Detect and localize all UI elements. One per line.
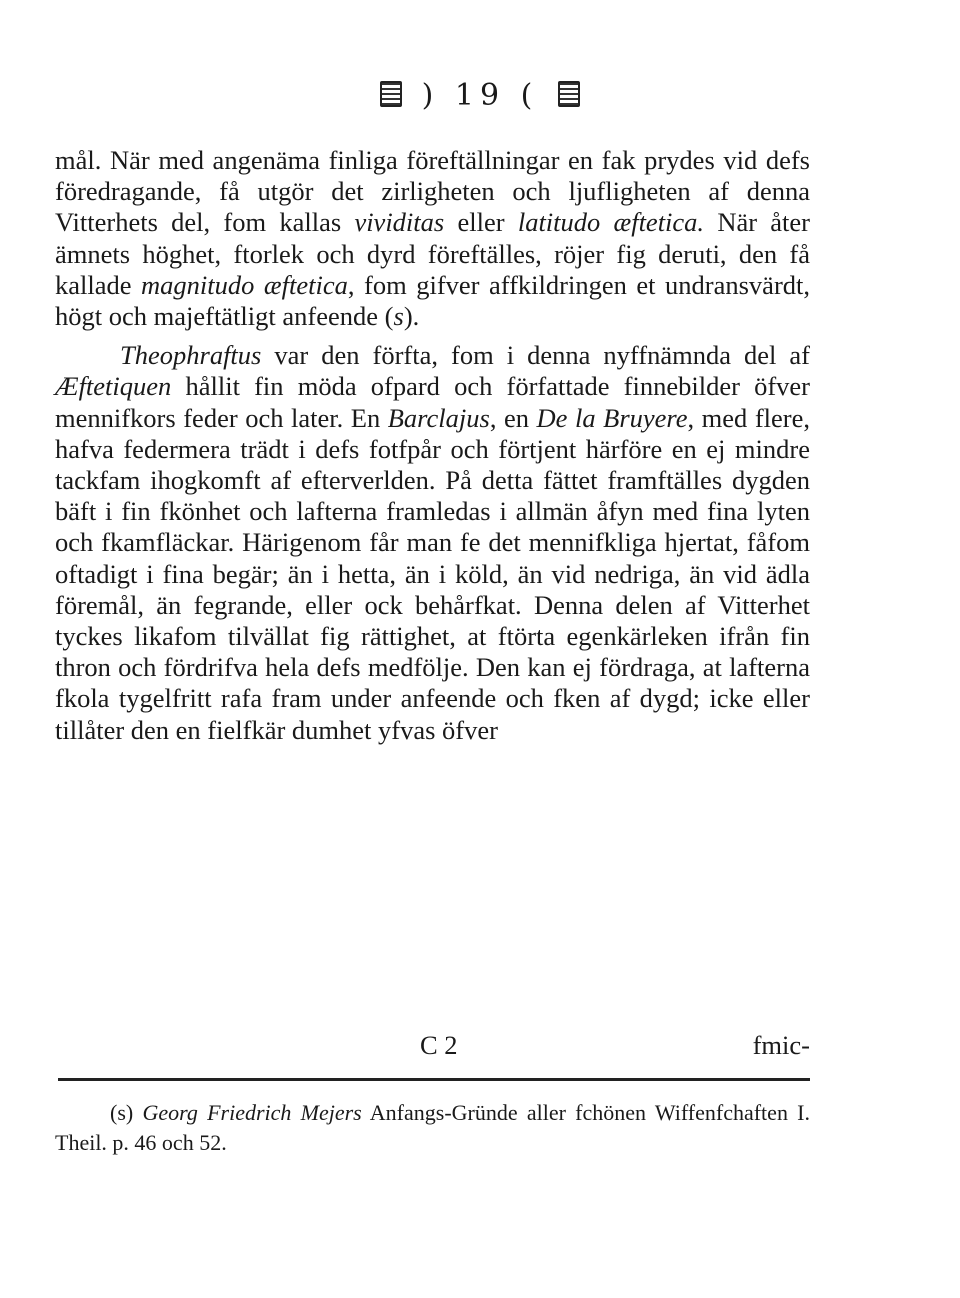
signature-mark: C 2 [420, 1030, 458, 1060]
p1-italic-magnitudo: magnitudo æftetica [141, 269, 348, 300]
footnote [55, 1098, 810, 1158]
p2-italic-bruyere: De la Bruyere [536, 402, 688, 433]
p1-footnote-ref: s [393, 301, 404, 332]
running-header [0, 78, 960, 113]
footnote-rule [58, 1078, 810, 1081]
header-left-bracket: ) [421, 78, 440, 113]
paragraph-2 [55, 340, 810, 746]
p1-text-g: , fom gifver affkildringen et undransvärdt, högt och majeftätligt anfeende ( [55, 269, 811, 332]
p2-italic-barclajus: Barclajus [387, 402, 490, 433]
p1-text-a: mål. När med angenäma finliga föreftällningar en fak prydes vid defs föredragande, få utgör det zirligheten och ljufligheten af denna Vitterhets del, fom kallas [55, 145, 810, 238]
p1-text-i: ). [403, 301, 420, 332]
ornament-right-icon [558, 81, 580, 107]
p2-text-h: , med flere, hafva federmera trädt i defs fotfpår och förtjent härföre en ej mindre tackfam ihogkomft af efterverlden. På detta fättet framftälles dygden bäft i fin fkönhet och lafterna framledas i allmän åfyn med fina lyten och fkamfläckar. Härigenom får man fe det mennifkliga hjertat, fåfom oftadigt i fina begär; än i hetta, än i köld, än vid nedriga, än vid ädla föremål, än fegrande, eller ock behårfkat. Denna delen af Vitterhet tyckes likafom tilvällat fig rättighet, at ftörta egenkärleken ifrån fin thron och fördrifva hela defs medfölje. Den kan ej fördraga, at lafterna fkola tygelfritt rafa fram under anfeende och fken af dygd; icke eller tillåter den en fielfkär dumhet yfvas öfver [55, 402, 810, 745]
ornament-left-icon [380, 81, 402, 107]
header-right-bracket: ( [520, 78, 539, 113]
footnote-mark: (s) [110, 1100, 134, 1125]
footnote-text: Anfangs-Gründe aller fchönen Wiffenfchaften I. Theil. p. 46 och 52. [55, 1100, 811, 1155]
paragraph-1 [55, 145, 810, 332]
p2-text-d: hållit fin möda ofpard och författade finnebilder öfver mennifkors feder och later. En [55, 371, 810, 433]
catchword: fmic- [752, 1030, 810, 1060]
p2-text-f: , en [489, 402, 537, 433]
p1-italic-vividitas: vividitas [354, 207, 445, 238]
p2-italic-theophrastus: Theophraftus [120, 340, 262, 371]
footnote-author: Georg Friedrich Mejers [142, 1100, 362, 1125]
body-text [55, 145, 810, 746]
page-number: 19 [454, 78, 506, 113]
p2-text-b: var den förfta, fom i denna nyffnämnda del af [261, 340, 810, 371]
p1-text-e: När åter ämnets höghet, ftorlek och dyrd föreftälles, röjer fig deruti, den få kallade [55, 207, 811, 300]
p1-italic-latitudo: latitudo æftetica. [517, 207, 705, 238]
p2-italic-aestetiquen: Æftetiquen [55, 371, 172, 402]
p1-text-c: eller [444, 207, 518, 238]
